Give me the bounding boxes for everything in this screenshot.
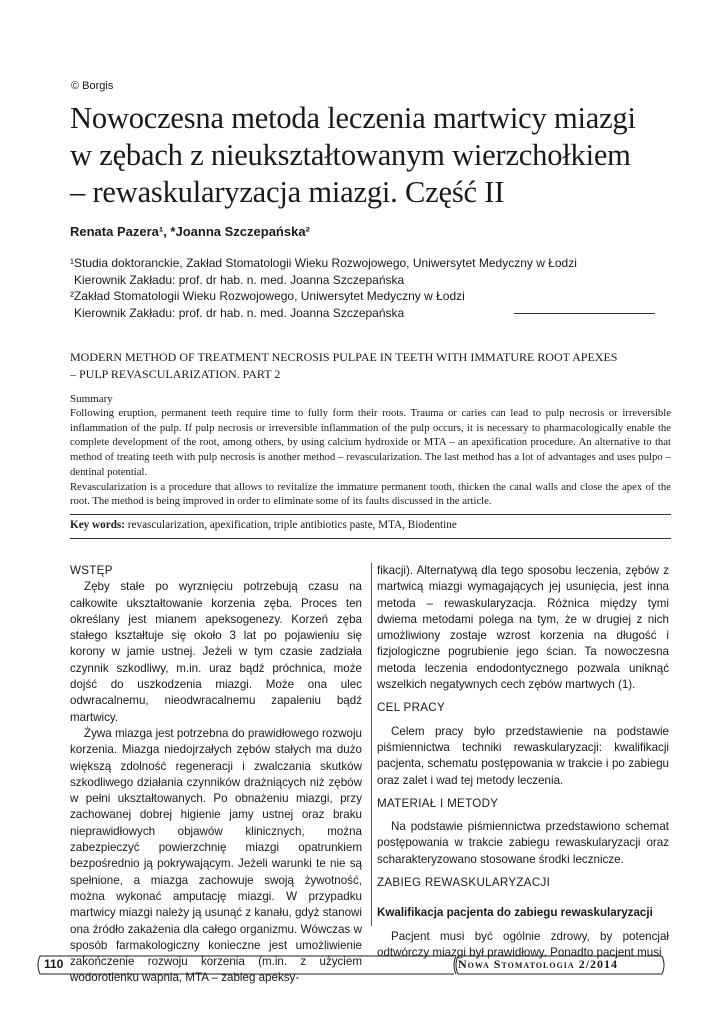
body-paragraph: Żywa miazga jest potrzebna do prawidłowego rozwoju korzenia. Miazga niedojrzałych zębów stałych ma dużo większą zdolność regeneracji i zwalczania skutków szkodliwego działania czynników drażniących niż zębów w pełni ukształtowanych. Po obnażeniu miazgi, przy zachowanej dobrej higienie jamy ustnej oraz braku nieprawidłowych objawów klinicznych, można zabezpieczyć powierzchnię miazgi opatrunkiem bezpośrednio ją pokrywającym. Jeżeli warunki te nie są spełnione, a miazga zachowuje swoją żywotność, można wykonać amputację miazgi. W przypadku martwicy miazgi należy ją usunąć z kanału, gdyż stanowi ona źródło zakażenia dla całego organizmu. Wówczas w sposób farmakologiczny konieczne jest umożliwienie zakończenie rozwoju korzenia (m.in. z użyciem wodorotlenku wapnia, MTA – zabieg apeksy- — [70, 726, 362, 985]
affiliation-line: ¹Studia doktoranckie, Zakład Stomatologii Wieku Rozwojowego, Uniwersytet Medyczny w Łodzi — [70, 256, 577, 270]
title-line: Nowoczesna metoda leczenia martwicy miazgi — [70, 101, 636, 135]
affiliation-line: Kierownik Zakładu: prof. dr hab. n. med. Joanna Szczepańska — [74, 272, 405, 287]
article-title — [70, 100, 670, 211]
summary — [70, 406, 671, 509]
title-line: – rewaskularyzacja miazgi. Część II — [70, 175, 505, 209]
right-column — [377, 563, 669, 961]
section-heading-zabieg: ZABIEG REWASKULARYZACJI — [377, 876, 551, 890]
affiliation-line: ²Zakład Stomatologii Wieku Rozwojowego, Uniwersytet Medyczny w Łodzi — [70, 289, 465, 303]
affiliations — [70, 255, 630, 321]
column-divider — [371, 563, 372, 926]
english-title — [70, 349, 670, 382]
english-title-line: MODERN METHOD OF TREATMENT NECROSIS PULPAE IN TEETH WITH IMMATURE ROOT APEXES — [70, 350, 618, 364]
section-heading-cel: CEL PRACY — [377, 701, 445, 715]
body-paragraph: fikacji). Alternatywą dla tego sposobu leczenia, zębów z martwicą miazgi wymagających jej usunięcia, jest inna metoda – rewaskularyzacja. Różnica między tymi dwiema metodami polega na tym, że w drugiej z nich umożliwiony zostaje wzrost korzenia na długość i fizjologiczne pogrubienie jego ścian. Ta nowoczesna metoda leczenia endodontycznego pozwala uniknąć wszelkich negatywnych cech zębów martwych (1). — [377, 564, 669, 692]
left-column — [70, 563, 362, 987]
body-paragraph: Pacjent musi być ogólnie zdrowy, by potencjał odtwórczy miazgi był prawidłowy. Ponadto pacjent musi — [377, 929, 669, 959]
keywords-label: Key words: — [70, 519, 125, 531]
copyright: © Borgis — [71, 80, 114, 92]
keywords-list: revascularization, apexification, triple antibiotics paste, MTA, Biodentine — [125, 519, 457, 531]
divider — [70, 514, 671, 515]
authors: Renata Pazera¹, *Joanna Szczepańska² — [70, 224, 310, 239]
page-number: 110 — [44, 957, 64, 971]
summary-paragraph: Revascularization is a procedure that allows to revitalize the immature permanent tooth, thicken the canal walls and close the apex of the root. The method is being improved in order to eliminate some of its faults discussed in the article. — [70, 480, 671, 508]
journal-name: Nowa Stomatologia 2/2014 — [458, 957, 619, 971]
section-heading-wstep: WSTĘP — [70, 564, 113, 577]
divider — [70, 538, 671, 539]
body-paragraph: Zęby stałe po wyrznięciu potrzebują czasu na całkowite ukształtowanie korzenia zęba. Proces ten określany jest mianem apeksogenezy. Korzeń zęba stałego kształtuje się około 3 lat po pojawieniu się korony w jamie ustnej. Jeżeli w tym czasie zadziała czynnik szkodliwy, m.in. uraz bądź próchnica, może dojść do uszkodzenia miazgi. Może ona ulec odwracalnemu, nieodwracalnemu zapaleniu bądź martwicy. — [70, 580, 362, 724]
section-heading-material: MATERIAŁ I METODY — [377, 796, 499, 810]
summary-heading: Summary — [70, 393, 113, 405]
summary-paragraph: Following eruption, permanent teeth require time to fully form their roots. Trauma or caries can lead to pulp necrosis or irreversible inflammation of the pulp. If pulp necrosis or irreversible inflammation of the pulp occurs, it is necessary to pharmacologically enable the complete development of the root, among others, by using calcium hydroxide or MTA – an apexification procedure. An alternative to that method of treating teeth with pulp necrosis is another method – revascularization. The last method has a lot of advantages and uses pulpo – dentinal potential. — [70, 407, 671, 478]
divider — [514, 313, 655, 314]
body-paragraph: Na podstawie piśmiennictwa przedstawiono schemat postępowania w trakcie zabiegu rewaskularyzacji oraz scharakteryzowano stosowane środki lecznicze. — [377, 820, 669, 866]
subsection-heading: Kwalifikacja pacjenta do zabiegu rewaskularyzacji — [377, 906, 653, 920]
keywords — [70, 519, 671, 531]
body-paragraph: Celem pracy było przedstawienie na podstawie piśmiennictwa techniki rewaskularyzacji: kwalifikacji pacjenta, schematu postępowania w trakcie i po zabiegu oraz zalet i wad tej metody leczenia. — [377, 724, 669, 787]
affiliation-line: Kierownik Zakładu: prof. dr hab. n. med. Joanna Szczepańska — [74, 305, 405, 320]
title-line: w zębach z nieukształtowanym wierzchołkiem — [70, 138, 631, 172]
english-title-line: – PULP REVASCULARIZATION. PART 2 — [70, 366, 281, 381]
